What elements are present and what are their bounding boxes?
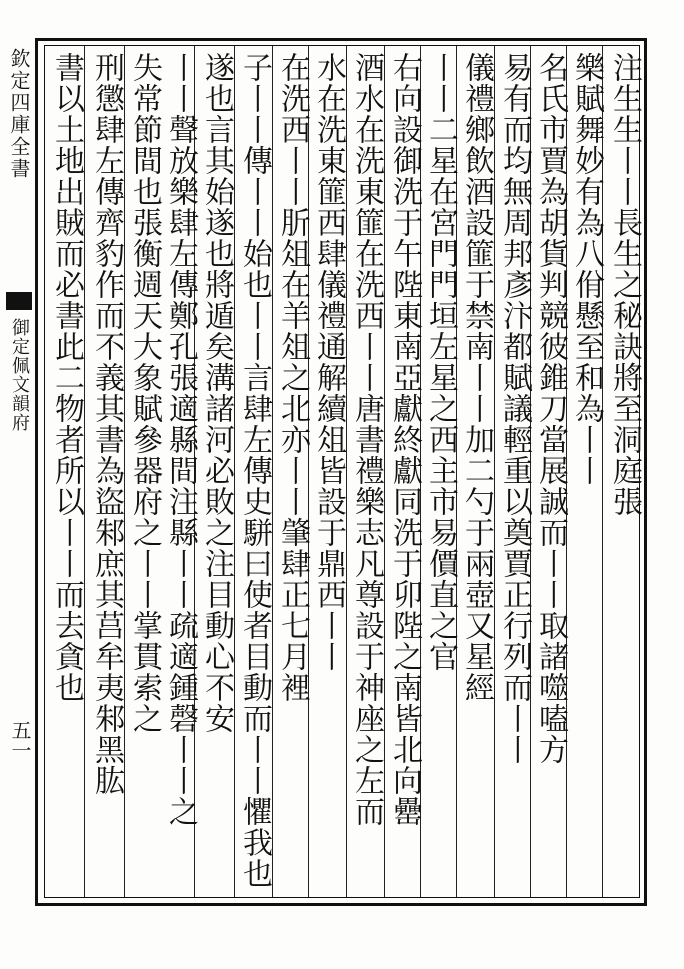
book-title-label: 御定佩文韻府: [9, 318, 30, 432]
text-column: 丨丨聲放樂肆左傳鄭孔張適縣間注縣丨丨疏適鍾磬丨丨之: [163, 52, 198, 827]
text-column: 易有而均無周邦彥汴都賦議輕重以奠賈正行列而丨丨: [497, 52, 532, 765]
text-column: 失常節間也張衡週天大象賦參器府之丨丨掌貫索之: [127, 52, 162, 734]
text-column: 儀禮鄉飲酒設篚于禁南丨丨加二勺于兩壺又星經: [459, 52, 494, 703]
text-column: 書以土地出賊而必書此二物者所以丨丨而去貪也: [49, 52, 84, 703]
text-column: 丨丨二星在宮門門垣左星之西主市易價直之官: [423, 52, 458, 672]
library-series-label: 欽定四庫全書: [7, 48, 31, 180]
page-number: 五一: [8, 720, 32, 760]
fish-tail-mark: [6, 292, 32, 310]
text-column: 注生生丨丨長生之秘訣將至洞庭張: [607, 52, 642, 517]
text-column: 右向設御洗于午陛東南亞獻終獻同洗于卯陛之南皆北向罍: [387, 52, 422, 827]
text-column: 遂也言其始遂也將遁矣溝諸河必敗之注目動心不安: [199, 52, 234, 734]
text-column: 子丨丨傳丨丨始也丨丨言肆左傳史駢曰使者目動而丨丨懼我也: [237, 52, 272, 889]
text-column: 在洗西丨丨肵俎在羊俎之北亦丨丨肇肆正七月裡: [275, 52, 310, 703]
text-column: 水在洗東篚西肆儀禮通解續俎皆設于鼎西丨丨: [311, 52, 346, 672]
text-column: 酒水在洗東篚在洗西丨丨唐書禮樂志凡尊設于神座之左而: [349, 52, 384, 827]
text-column: 樂賦舞妙有為八佾懸至和為丨丨: [569, 52, 604, 486]
text-column: 刑懲肆左傳齊豹作而不義其書為盜邾庶其莒牟夷邾黑肱: [89, 52, 124, 796]
text-column: 名氏市賈為胡貨判競彼錐刀當展誠而丨丨取諸噬嗑方: [533, 52, 568, 765]
